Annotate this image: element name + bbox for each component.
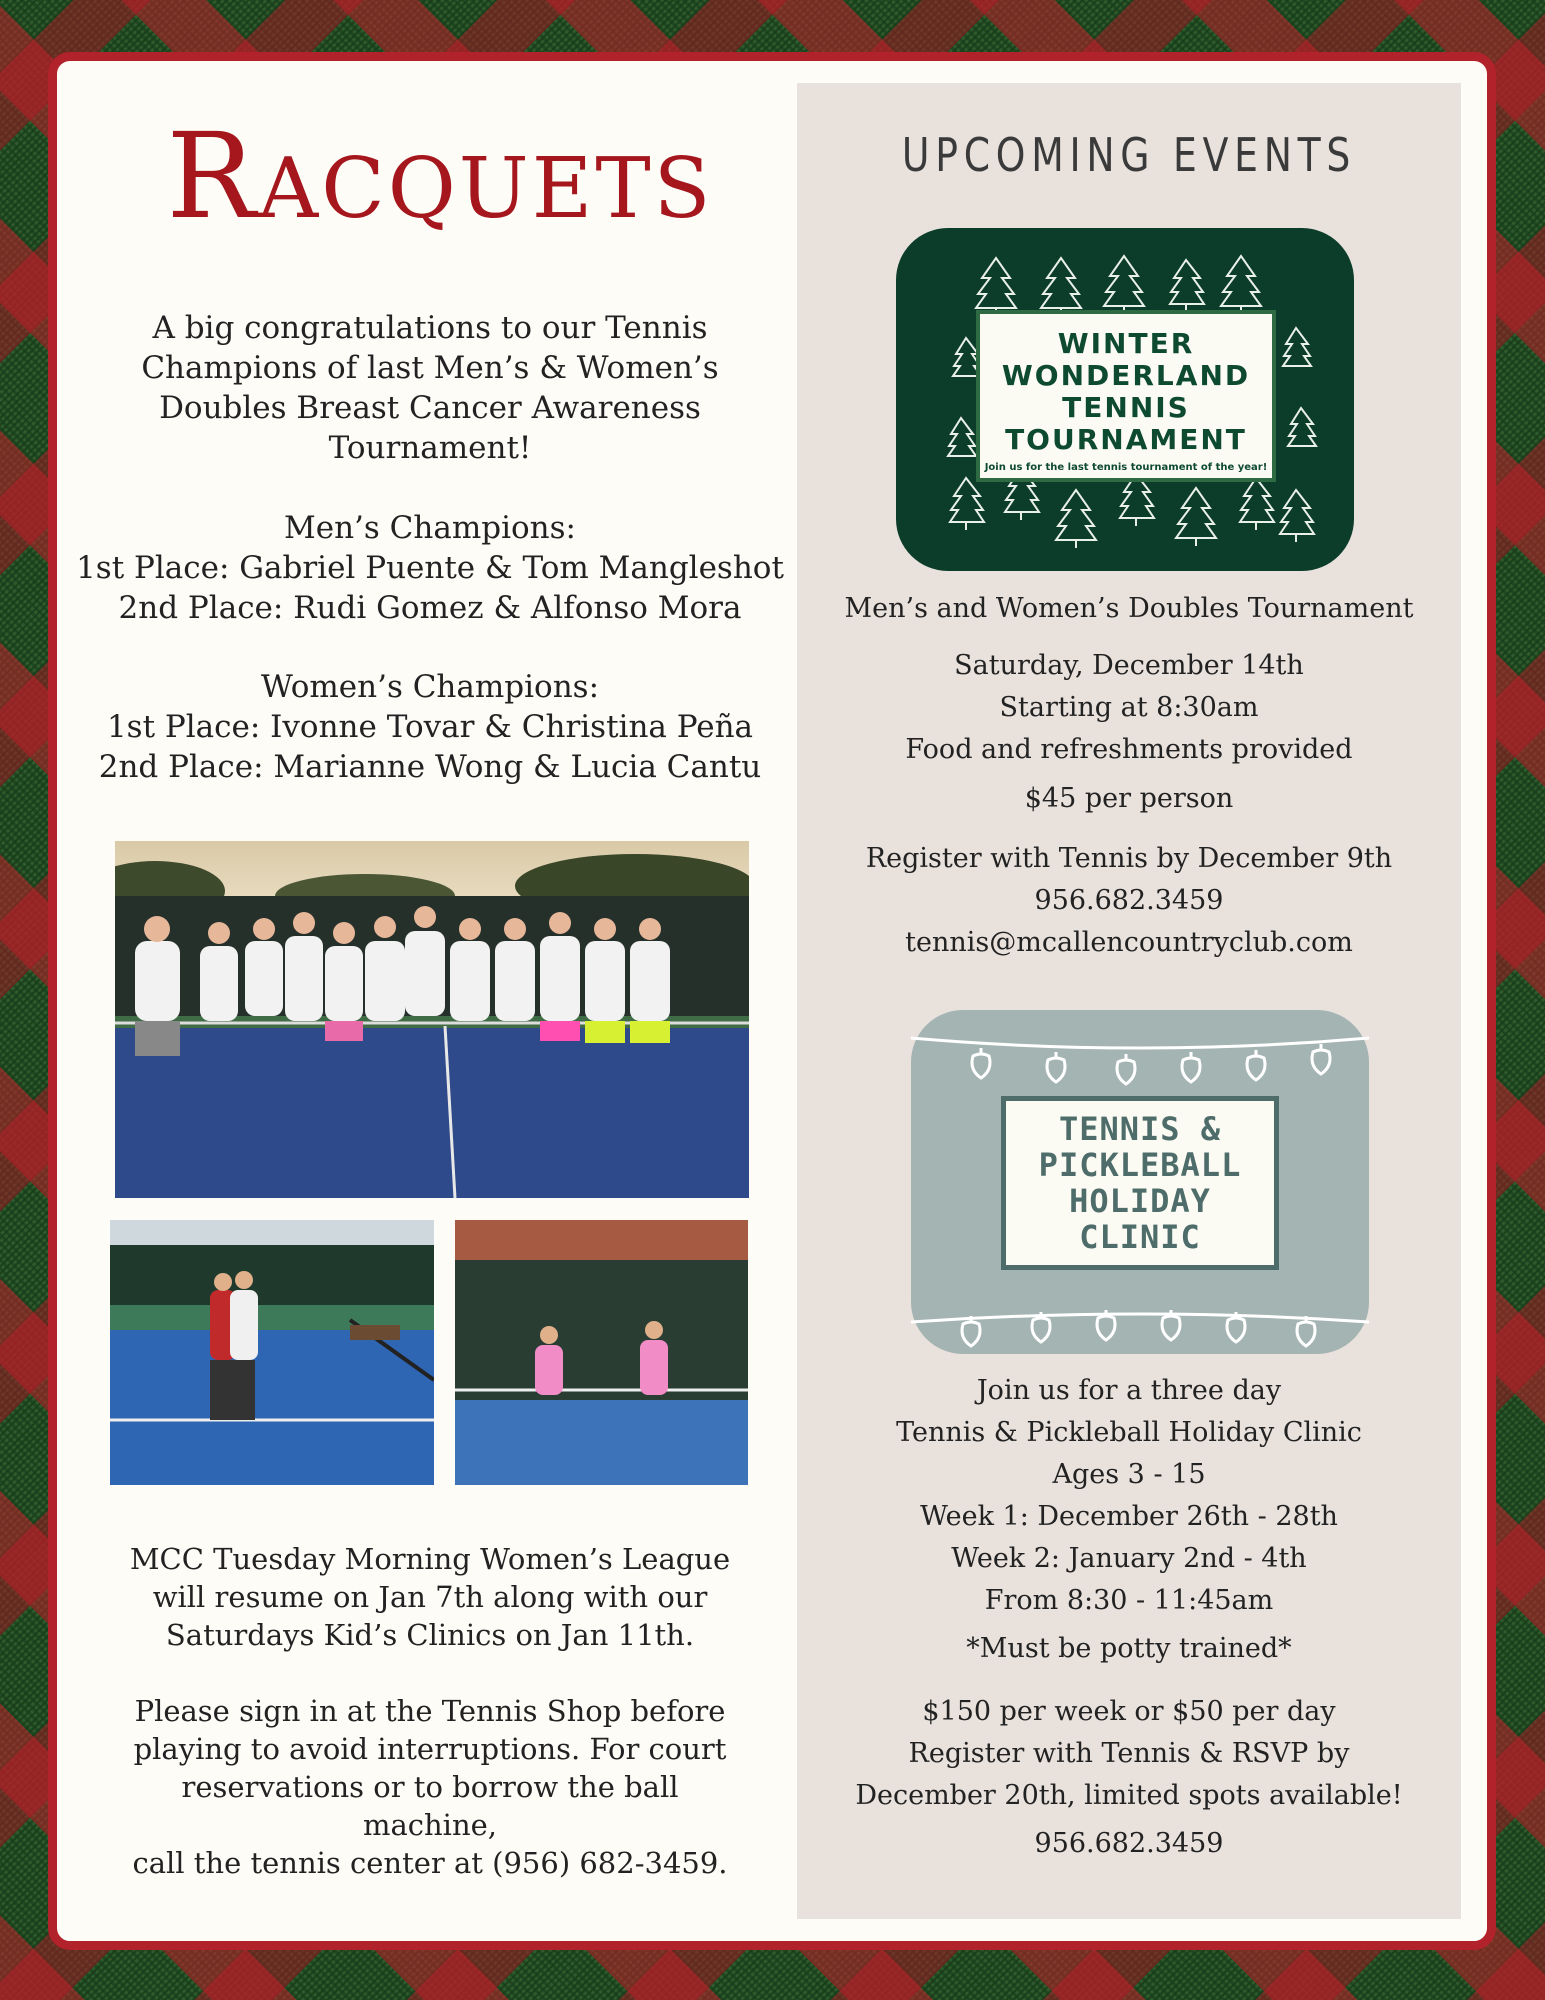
- clinic-time: From 8:30 - 11:45am: [984, 1585, 1274, 1616]
- tournament-food: Food and refreshments provided: [905, 734, 1353, 765]
- holiday-clinic-card: [911, 1010, 1369, 1354]
- mens-doubles-photo: [110, 1220, 434, 1485]
- signin-text: [110, 1692, 750, 1882]
- clinic-rsvp2: December 20th, limited spots available!: [855, 1780, 1403, 1811]
- tournament-phone: 956.682.3459: [1034, 885, 1224, 916]
- womens-doubles-photo: [455, 1220, 748, 1485]
- mens-first-place: 1st Place: Gabriel Puente & Tom Mangleshot: [76, 550, 784, 586]
- womens-first-place: 1st Place: Ivonne Tovar & Christina Peña: [106, 709, 754, 745]
- clinic-phone: 956.682.3459: [1034, 1828, 1224, 1859]
- winter-tagline: Join us for the last tennis tournament of the year!: [984, 462, 1268, 473]
- mens-heading: Men’s Champions:: [284, 510, 576, 546]
- intro-line: A big congratulations to our Tennis: [152, 310, 708, 346]
- holiday-clinic-label: [1001, 1096, 1279, 1270]
- intro-line: Doubles Breast Cancer Awareness: [159, 390, 701, 426]
- clinic-line1: Join us for a three day: [976, 1375, 1282, 1406]
- league-text: [110, 1540, 750, 1654]
- womens-heading: Women’s Champions:: [260, 669, 600, 705]
- league-line: will resume on Jan 7th along with our: [152, 1580, 708, 1614]
- upcoming-events-heading: UPCOMING EVENTS: [901, 128, 1357, 182]
- intro-line: Champions of last Men’s & Women’s: [141, 350, 719, 386]
- page-title: Racquets: [166, 107, 714, 245]
- tournament-email[interactable]: tennis@mcallencountryclub.com: [905, 927, 1353, 958]
- clinic-title-line: CLINIC: [1079, 1218, 1201, 1256]
- tournament-register: Register with Tennis by December 9th: [865, 843, 1393, 874]
- winter-title-line: WINTER: [1057, 327, 1195, 360]
- winter-wonderland-label: [976, 310, 1276, 482]
- clinic-week2: Week 2: January 2nd - 4th: [951, 1543, 1307, 1574]
- league-line: Saturdays Kid’s Clinics on Jan 11th.: [165, 1618, 695, 1652]
- clinic-line2: Tennis & Pickleball Holiday Clinic: [896, 1417, 1362, 1448]
- clinic-ages: Ages 3 - 15: [1052, 1459, 1206, 1490]
- signin-line: Please sign in at the Tennis Shop before: [134, 1694, 726, 1728]
- clinic-price: $150 per week or $50 per day: [922, 1696, 1336, 1727]
- womens-second-place: 2nd Place: Marianne Wong & Lucia Cantu: [98, 749, 762, 785]
- mens-champions: [65, 508, 795, 628]
- clinic-title-line: TENNIS &: [1058, 1110, 1222, 1148]
- womens-champions: [80, 667, 780, 787]
- congratulations-text: [80, 308, 780, 468]
- intro-line: Tournament!: [328, 430, 532, 466]
- tournament-type: Men’s and Women’s Doubles Tournament: [844, 593, 1414, 624]
- clinic-note: *Must be potty trained*: [966, 1633, 1292, 1664]
- clinic-title-line: HOLIDAY: [1069, 1182, 1211, 1220]
- mens-second-place: 2nd Place: Rudi Gomez & Alfonso Mora: [118, 590, 742, 626]
- winter-title-line: WONDERLAND: [1001, 359, 1251, 392]
- signin-line: reservations or to borrow the ball machine,: [181, 1770, 679, 1842]
- clinic-rsvp1: Register with Tennis & RSVP by: [908, 1738, 1350, 1769]
- clinic-title-line: PICKLEBALL: [1038, 1146, 1242, 1184]
- champions-group-photo: [115, 841, 749, 1198]
- league-line: MCC Tuesday Morning Women’s League: [129, 1542, 731, 1576]
- winter-title-line: TOURNAMENT: [1005, 423, 1247, 456]
- winter-wonderland-card: [896, 228, 1354, 571]
- signin-line: call the tennis center at (956) 682-3459.: [132, 1846, 728, 1880]
- winter-title-line: TENNIS: [1062, 391, 1190, 424]
- tournament-price: $45 per person: [1024, 783, 1234, 814]
- signin-line: playing to avoid interruptions. For court: [133, 1732, 727, 1766]
- tournament-time: Starting at 8:30am: [999, 692, 1259, 723]
- tournament-date: Saturday, December 14th: [954, 650, 1304, 681]
- clinic-week1: Week 1: December 26th - 28th: [920, 1501, 1338, 1532]
